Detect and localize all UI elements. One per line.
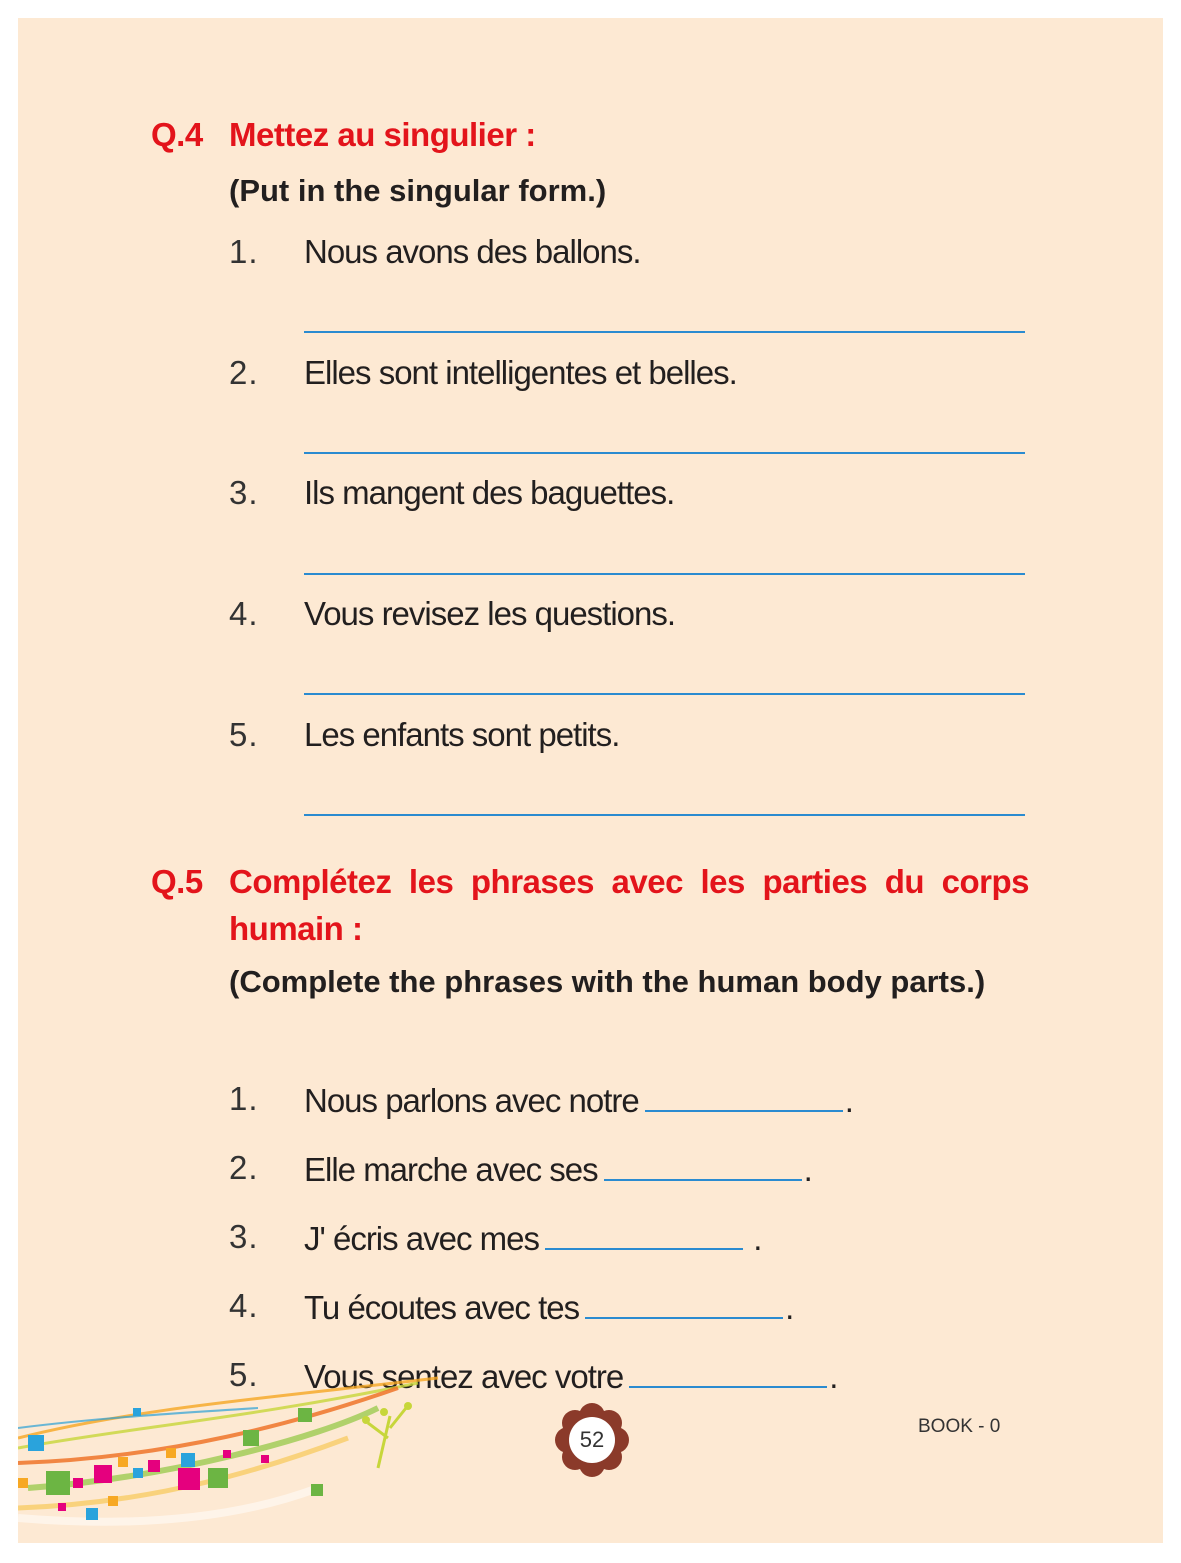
q5-item-4-text: Tu écoutes avec tes: [304, 1289, 580, 1326]
q4-answer-line-4[interactable]: [304, 693, 1025, 695]
q4-item-1-number: 1.: [229, 233, 259, 270]
q5-item-3-number: 3.: [229, 1218, 259, 1255]
q5-item-3-end: .: [745, 1220, 762, 1257]
page-number: 52: [579, 1427, 605, 1452]
q5-item-4: [304, 1287, 793, 1327]
page-number-badge: [554, 1402, 630, 1478]
q4-answer-line-5[interactable]: [304, 814, 1025, 816]
q5-item-3: [304, 1218, 761, 1258]
worksheet-page: [18, 18, 1163, 1543]
q4-subtitle: (Put in the singular form.): [229, 173, 607, 208]
q5-item-2-number: 2.: [229, 1149, 259, 1186]
q5-blank-1[interactable]: [645, 1080, 843, 1112]
q5-blank-3[interactable]: [545, 1218, 743, 1250]
q5-item-5-text: Vous sentez avec votre: [304, 1358, 624, 1395]
q4-item-3-text: Ils mangent des baguettes.: [304, 474, 675, 511]
q4-item-5-text: Les enfants sont petits.: [304, 716, 620, 753]
q4-item-2-number: 2.: [229, 354, 259, 391]
q4-answer-line-3[interactable]: [304, 573, 1025, 575]
q5-subtitle: (Complete the phrases with the human body parts.): [229, 964, 986, 999]
q5-number: Q.5: [151, 863, 203, 900]
q5-blank-2[interactable]: [604, 1149, 802, 1181]
q4-answer-line-2[interactable]: [304, 452, 1025, 454]
q5-item-1-number: 1.: [229, 1080, 259, 1117]
q4-item-2-text: Elles sont intelligentes et belles.: [304, 354, 737, 391]
q5-item-5-number: 5.: [229, 1356, 259, 1393]
q5-item-5-end: .: [829, 1358, 838, 1395]
q5-item-3-text: J' écris avec mes: [304, 1220, 540, 1257]
q4-item-4-number: 4.: [229, 595, 259, 632]
q5-item-4-end: .: [785, 1289, 794, 1326]
q5-item-2: [304, 1149, 812, 1189]
q4-title: Mettez au singulier :: [229, 116, 536, 153]
q5-blank-5[interactable]: [629, 1356, 827, 1388]
q5-title: Complétez les phrases avec les parties du corps humain :: [229, 863, 1029, 947]
q5-item-1-end: .: [844, 1082, 853, 1119]
book-label: BOOK - 0: [918, 1416, 1001, 1437]
q4-number: Q.4: [151, 116, 203, 153]
q5-item-4-number: 4.: [229, 1287, 259, 1324]
q4-item-4-text: Vous revisez les questions.: [304, 595, 676, 632]
q5-item-1: [304, 1080, 853, 1120]
q5-blank-4[interactable]: [585, 1287, 783, 1319]
q4-item-1-text: Nous avons des ballons.: [304, 233, 641, 270]
decorative-swoosh-graphic: [18, 1368, 478, 1543]
q4-answer-line-1[interactable]: [304, 331, 1025, 333]
q5-item-1-text: Nous parlons avec notre: [304, 1082, 639, 1119]
q4-item-5-number: 5.: [229, 716, 259, 753]
q5-item-2-text: Elle marche avec ses: [304, 1151, 598, 1188]
q4-item-3-number: 3.: [229, 474, 259, 511]
q5-item-2-end: .: [803, 1151, 812, 1188]
